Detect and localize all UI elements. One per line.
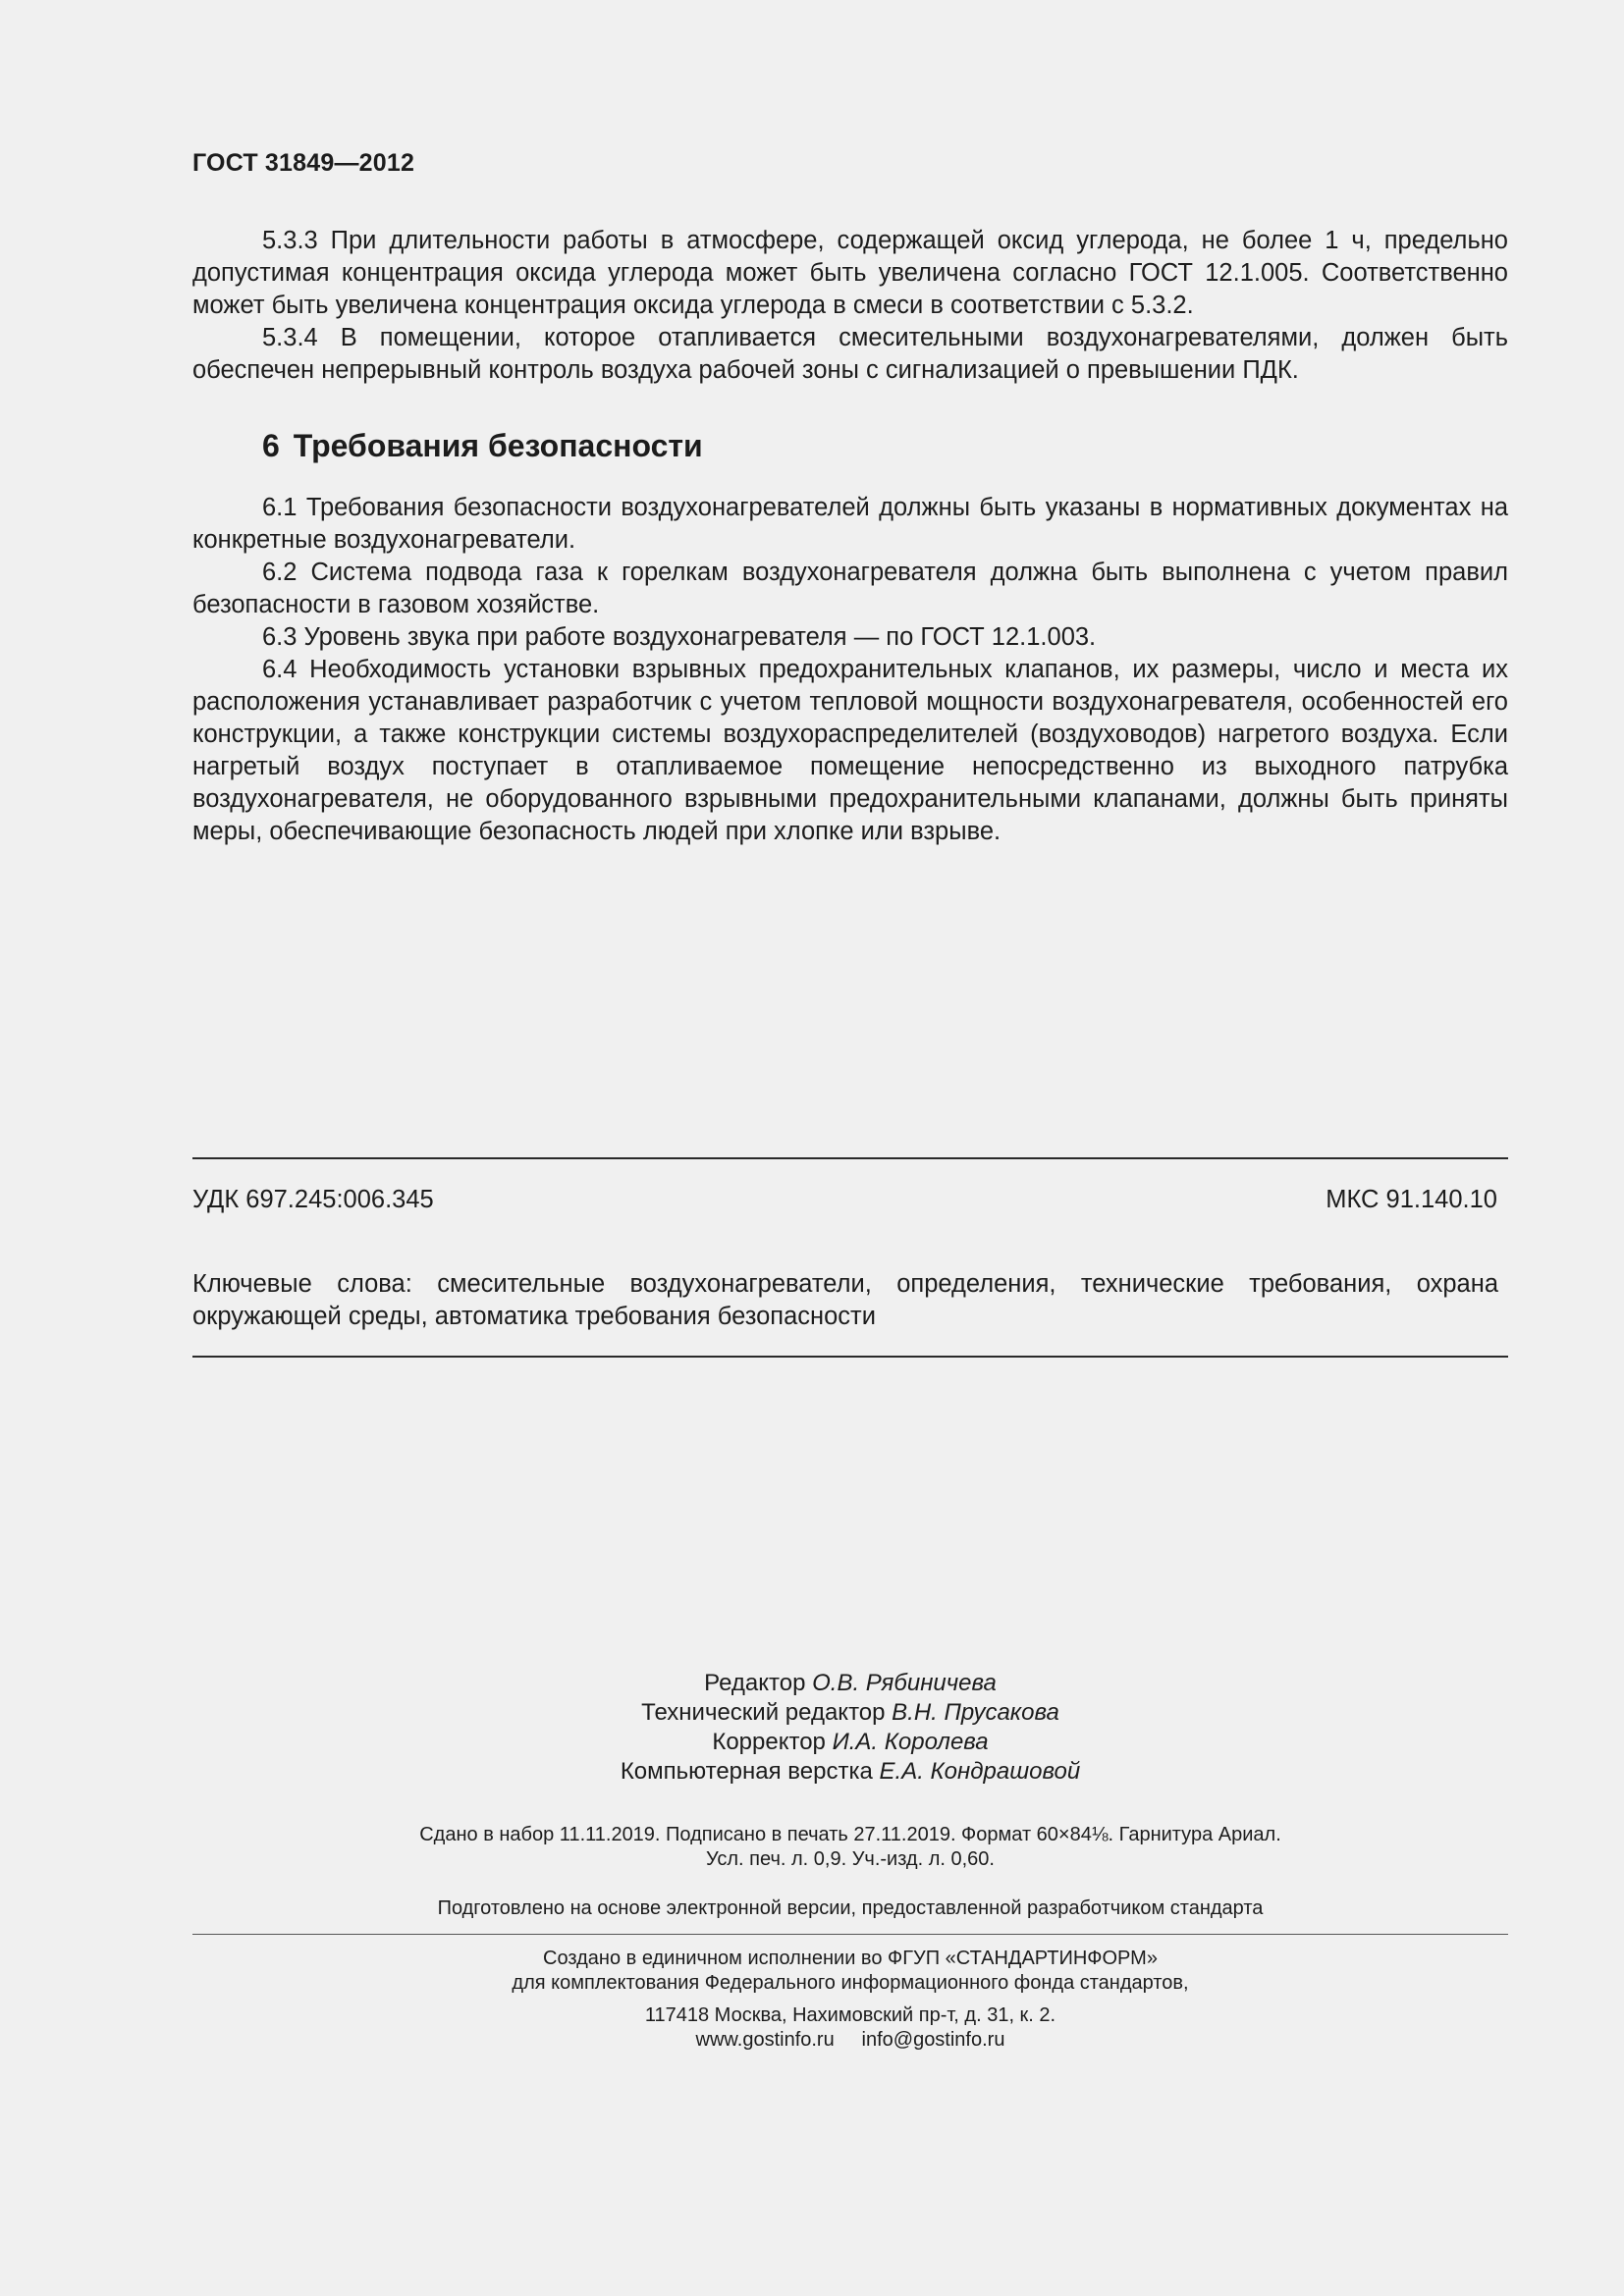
paragraph-6-2: 6.2 Система подвода газа к горелкам воздухонагревателя должна быть выполнена с учетом правил безопасности в газовом хозяйстве. [192,559,1508,618]
credit-name: В.Н. Прусакова [892,1699,1059,1726]
credit-editor [192,1669,1508,1698]
running-header: ГОСТ 31849—2012 [192,149,415,177]
publisher-address [192,2003,1508,2053]
print-info-line-2: Усл. печ. л. 0,9. Уч.-изд. л. 0,60. [706,1848,995,1870]
credits-block [192,1669,1508,1787]
paragraph-6-3: 6.3 Уровень звука при работе воздухонагревателя — по ГОСТ 12.1.003. [262,623,1097,651]
credit-name: Е.А. Кондрашовой [879,1758,1081,1785]
section-title-text: Требования безопасности [293,428,703,463]
prepared-note: Подготовлено на основе электронной версии, предоставленной разработчиком стандарта [437,1897,1264,1919]
keywords-text: Ключевые слова: смесительные воздухонагреватели, определения, технические требования, охрана окружающей среды, автоматика требования безопасности [192,1270,1498,1330]
website-link[interactable]: www.gostinfo.ru [695,2029,835,2051]
paragraph-6-4: 6.4 Необходимость установки взрывных предохранительных клапанов, их размеры, число и места их расположения устанавливает разработчик с учетом тепловой мощности воздухонагревателя, особенностей его конструкции, а также конструкции системы воздухораспределителей (воздуховодов) нагретого воздуха. Если нагретый воздух поступает в отапливаемое помещение непосредственно из выходного патрубка воздухонагревателя, не оборудованного взрывными предохранительными клапанами, должны быть приняты меры, обеспечивающие безопасность людей при хлопке или взрыве. [192,656,1508,845]
paragraph-5-3-4: 5.3.4 В помещении, которое отапливается смесительными воздухонагревателями, должен быть обеспечен непрерывный контроль воздуха рабочей зоны с сигнализацией о превышении ПДК. [192,324,1508,384]
credit-role: Технический редактор [641,1699,886,1726]
publisher-line-1: Создано в единичном исполнении во ФГУП «СТАНДАРТИНФОРМ» [543,1948,1158,1969]
divider-publisher [192,1934,1508,1935]
section-6-heading [262,428,703,464]
contact-line [192,2028,1508,2053]
credit-tech-editor [192,1698,1508,1728]
address-line: 117418 Москва, Нахимовский пр-т, д. 31, к. 2. [644,2004,1056,2026]
section-number: 6 [262,428,280,463]
publisher-line-2: для комплектования Федерального информационного фонда стандартов, [512,1972,1189,1994]
credit-role: Компьютерная верстка [620,1758,873,1785]
print-info-line-1: Сдано в набор 11.11.2019. Подписано в печать 27.11.2019. Формат 60×84⅛. Гарнитура Ариал. [419,1824,1281,1845]
credit-name: И.А. Королева [832,1729,989,1755]
email-link[interactable]: info@gostinfo.ru [861,2029,1005,2051]
paragraph-6-1: 6.1 Требования безопасности воздухонагревателей должны быть указаны в нормативных документах на конкретные воздухонагреватели. [192,494,1508,554]
credit-layout [192,1757,1508,1787]
clause-5-3-text [192,225,1508,387]
credit-name: О.В. Рябиничева [812,1670,997,1696]
mks-code: МКС 91.140.10 [1326,1186,1497,1213]
section-6-text [192,492,1508,848]
udk-code: УДК 697.245:006.345 [192,1186,434,1213]
credit-role: Редактор [704,1670,806,1696]
publisher-info [192,1947,1508,1996]
credit-role: Корректор [712,1729,826,1755]
divider-bottom [192,1356,1508,1358]
credit-corrector [192,1728,1508,1757]
divider-top [192,1157,1508,1159]
print-info [192,1823,1508,1872]
paragraph-5-3-3: 5.3.3 При длительности работы в атмосфере, содержащей оксид углерода, не более 1 ч, предельно допустимая концентрация оксида углерода может быть увеличена согласно ГОСТ 12.1.005. Соответственно может быть увеличена концентрация оксида углерода в смеси в соответствии с 5.3.2. [192,227,1508,319]
